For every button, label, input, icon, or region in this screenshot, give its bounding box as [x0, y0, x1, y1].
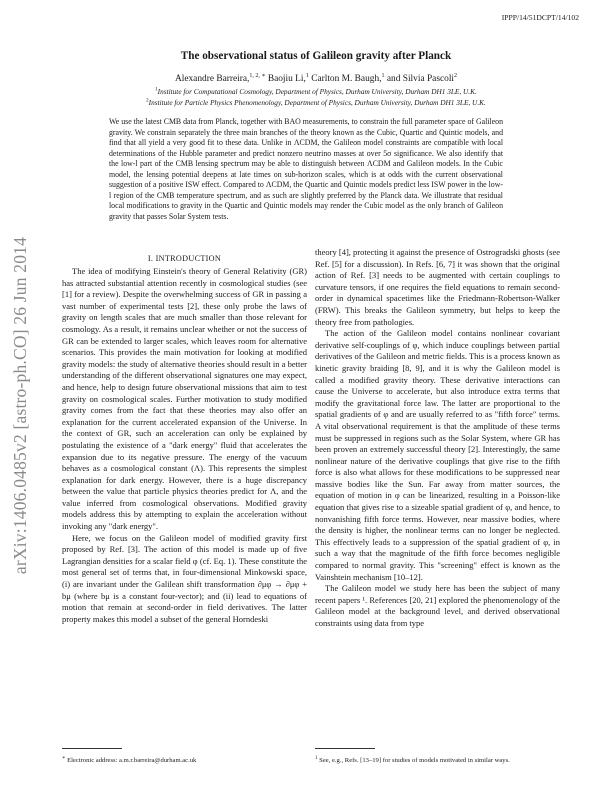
footnote-email: [62, 754, 307, 765]
affiliation: [60, 98, 572, 107]
abstract: We use the latest CMB data from Planck, together with BAO measurements, to constrain the full parameter space of Galileon gravity. We constrain separately the three main branches of the theory known as the Cubic, Quartic and Quintic models, and find that all yield a very good fit to these data. Unlike in ΛCDM, the Galileon model constraints are compatible with local determinations of the Hubble parameter and predict nonzero neutrino masses at over 5σ significance. We also identify that the low-l part of the CMB lensing spectrum may be able to distinguish between ΛCDM and Galileon models. In the Cubic model, the lensing potential deepens at late times on sub-horizon scales, which is at odds with the current observational suggestion of a positive ISW effect. Compared to ΛCDM, the Quartic and Quintic models predict less ISW power in the low-l region of the CMB temperature spectrum, and as such are slightly preferred by the Planck data. We illustrate that residual local modifications to gravity in the Quartic and Quintic models may render the Cubic model as the only branch of Galileon gravity that passes Solar System tests.: [109, 117, 503, 221]
author-mark: 1: [381, 73, 385, 79]
paragraph: Here, we focus on the Galileon model of modified gravity first proposed by Ref. [3]. The action of this model is made up of five Lagrangian densities for a scalar field φ (cf. Eq. 1). These constitute the most general set of terms that, in four-dimensional Minkowski space, (i) are invariant under the Galilean shift transformation ∂μφ → ∂μφ + bμ (where bμ is a constant four-vector); and (ii) lead to equations of motion that remain at second-order in field derivatives. The latter property makes this model a subset of the general Horndeski: [62, 532, 307, 624]
left-column: [62, 266, 307, 625]
footnote-rule: [315, 748, 375, 749]
footnote-mark: 1: [315, 756, 318, 761]
paragraph: The action of the Galileon model contains nonlinear covariant derivative self-couplings of φ, which induce couplings between partial derivatives of the Galileon and metric fields. This is a process known as kinetic gravity braiding [8, 9], and it is why the Galileon model is called a modified gravity theory. These derivative interactions can cause the Universe to accelerate, but also introduce extra terms that modify the gravitational force law. The latter are proportional to the spatial gradients of φ and are usually referred to as "fifth force" terms. A vital observational requirement is that the amplitude of these terms must be suppressed in regions such as the Solar System, where GR has been proven an extremely successful theory [2]. Interestingly, the same nonlinear nature of the derivative couplings that give rise to the fifth force is also what allows for these modifications to be suppressed near massive bodies like the Sun. Far away from matter sources, the equation of motion in φ can be linearized, resulting in a Poisson-like equation that gives rise to a sizeable spatial gradient of φ, and hence, to nonvanishing fifth force terms. However, near massive bodies, where the density is higher, the nonlinear terms can no longer be neglected. This effectively leads to a suppression of the spatial gradient of φ, in such a way that the magnitude of the fifth force becomes negligible compared to normal gravity. This "screening" effect is known as the Vainshtein mechanism [10–12].: [315, 328, 560, 582]
arxiv-stamp-text: arXiv:1406.0485v2 [astro-ph.CO] 26 Jun 2014: [10, 236, 31, 574]
author-mark: 2: [454, 73, 458, 79]
paragraph: The Galileon model we study here has been the subject of many recent papers ¹. References [20, 21] explored the phenomenology of the Galileon model at the background level, and derived observational constraints using data from type: [315, 583, 560, 628]
section-heading: I. INTRODUCTION: [147, 254, 222, 263]
author-name: and Silvia Pascoli: [386, 74, 455, 85]
affiliation-text: Institute for Particle Physics Phenomenology, Department of Physics, Durham University, Durham DH1 3LE, U.K.: [148, 98, 486, 107]
affiliation: [60, 87, 572, 96]
right-column: [315, 247, 560, 630]
paragraph: The idea of modifying Einstein's theory of General Relativity (GR) has attracted substantial attention recently in cosmological studies (see [1] for a review). Despite the overwhelming success of GR in passing a vast number of experimental tests [2], these only probe the laws of gravity on length scales that are much smaller than those relevant for cosmology. As a result, it remains unclear whether or not the success of GR can be extended to larger scales, which leaves room for alternative scenarios. This provides the main motivation for looking at modified gravity models: the study of alternative theories should result in a better understanding of the different observational signatures one may expect, and hence, help to design future observational missions that aim to test gravity on cosmological scales. Further motivation to study modified gravity comes from the fact that these theories may also offer an explanation for the current accelerated expansion of the Universe. In the context of GR, such an acceleration can only be explained by postulating the existence of a "dark energy" fluid that accelerates the expansion due to its negative pressure. The energy of the vacuum behaves as a cosmological constant (Λ). This represents the simplest explanation for dark energy. However, there is a huge discrepancy between the value that particle physics theories predict for Λ, and the value inferred from cosmological observations. Modified gravity models address this by attempting to explain the acceleration without invoking any "dark energy".: [62, 266, 307, 532]
affiliation-text: Institute for Computational Cosmology, Department of Physics, Durham University, Durham DH1 3LE, U.K.: [157, 87, 477, 96]
author-name: Alexandre Barreira,: [174, 74, 250, 85]
affiliation-mark: 2: [146, 98, 149, 104]
paper-title: The observational status of Galileon gravity after Planck: [180, 50, 452, 62]
arxiv-stamp: [6, 210, 36, 600]
author-name: Carlton M. Baugh,: [311, 74, 382, 85]
footnote-text: Electronic address: a.m.r.barreira@durham.ac.uk: [67, 757, 197, 765]
footnote-rule: [62, 748, 122, 749]
footnote-refs: [315, 754, 560, 765]
author-name: Baojiu Li,: [267, 74, 306, 85]
report-number: IPPP/14/51DCPT/14/102: [501, 13, 579, 22]
author-list: [60, 72, 572, 84]
paragraph: theory [4], protecting it against the presence of Ostrogradski ghosts (see Ref. [5] for a discussion). In Refs. [6, 7] it was shown that the original action of Ref. [3] needs to be augmented with certain couplings to curvature tensors, if one requires the field equations to remain second-order in dynamical spacetimes like the Friedmann-Robertson-Walker (FRW). This breaks the Galileon symmetry, but helps to keep the theory free from pathologies.: [315, 247, 560, 327]
footnote-mark: ∗: [62, 756, 66, 761]
author-mark: 1: [305, 73, 309, 79]
affiliation-mark: 1: [155, 87, 158, 93]
footnote-text: See, e.g., Refs. [13–19] for studies of models motivated in similar ways.: [319, 757, 510, 765]
author-mark: 1, 2, ∗: [249, 73, 266, 79]
